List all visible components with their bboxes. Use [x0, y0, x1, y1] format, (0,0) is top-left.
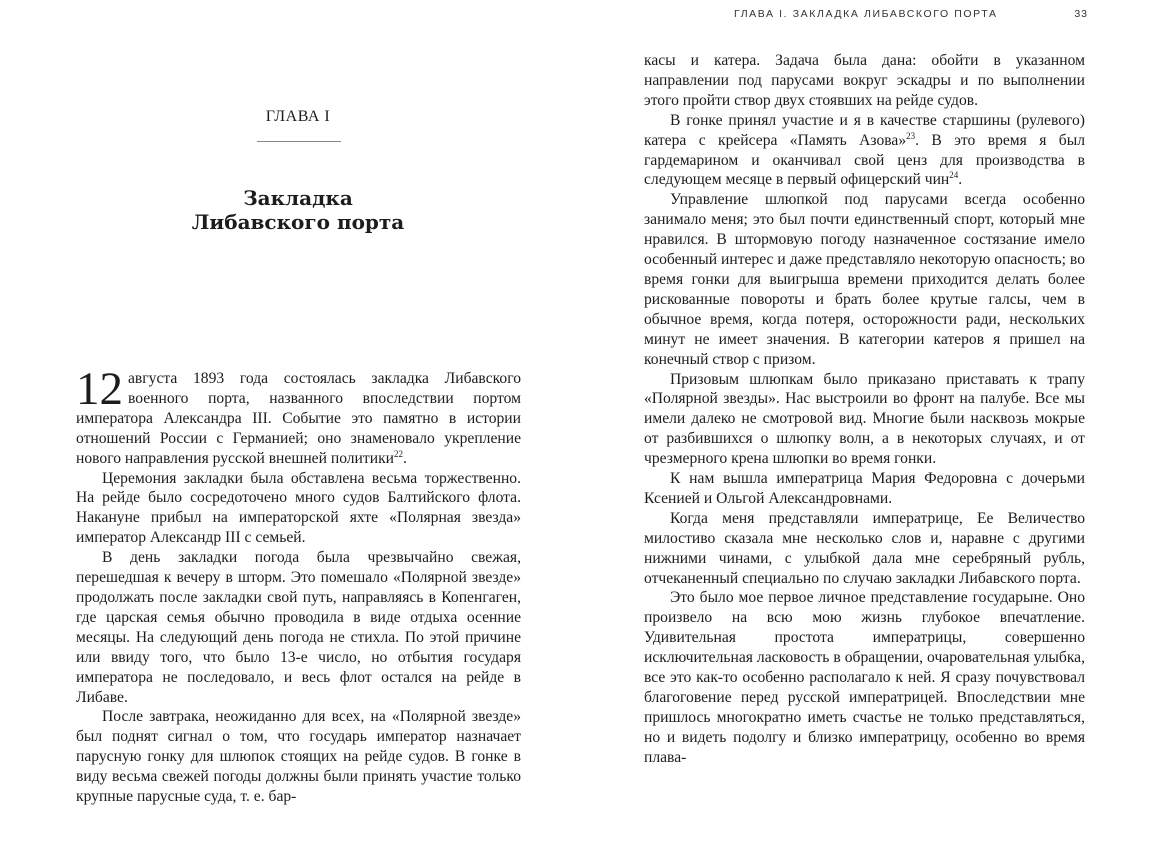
- right-body-text: [644, 51, 1085, 768]
- footnote-ref-22[interactable]: 22: [394, 448, 403, 459]
- paragraph-continued: касы и катера. Задача была дана: обойти в указанном направлении под парусами вокруг эскадры и по выполнении этого пройти створ двух стоявших на рейде судов.: [644, 52, 1085, 109]
- paragraph-regatta-text-a: В гонке принял участие и я в качестве старшины (рулевого) катера с крейсера «Память Азова»: [644, 111, 1085, 149]
- paragraph-impression: Это было мое первое личное представление государыне. Оно произвело на всю мою жизнь глубокое впечатление. Удивительная простота императрицы, совершенно исключительная ласковость в обращении, очаровательная улыбка, все это как-то особенно располагало к ней. Я сразу почувствовал благоговение перед русской императрицей. Впоследствии мне пришлось многократно иметь счастье не только представляться, но и видеть подолгу и близко императрицу, особенно во время плава-: [644, 589, 1085, 766]
- paragraph-empress-arrival: К нам вышла императрица Мария Федоровна с дочерьми Ксенией и Ольгой Александровнами.: [644, 470, 1085, 507]
- right-page: [582, 0, 1164, 860]
- paragraph-4: После завтрака, неожиданно для всех, на «Полярной звезде» был поднят сигнал о том, что государь император назначает парусную гонку для шлюпок стоящих на рейде судов. В гонке в виду весьма свежей погоды должны были принять участие только крупные парусные суда, т. е. бар-: [76, 708, 521, 806]
- paragraph-prize-boats: Призовым шлюпкам было приказано приставать к трапу «Полярной звезды». Нас выстроили во фронт на палубе. Все мы имели далеко не смотровой вид. Многие были насквозь мокрые от разбившихся о шлюпку волн, а в некоторых случаях, и от чрезмерного крена шлюпки во время гонки.: [644, 370, 1085, 468]
- paragraph-1-text: августа 1893 года состоялась закладка Либавского военного порта, названного впоследствии портом императора Александра III. Событие это памятно в истории отношений России с Германией; оно знаменовало укрепление нового направления русской внешней политики: [76, 370, 521, 467]
- chapter-label: ГЛАВА I: [265, 108, 331, 125]
- footnote-ref-23[interactable]: 23: [906, 130, 916, 141]
- paragraph-1-end: .: [403, 449, 407, 467]
- chapter-title: [78, 186, 518, 234]
- page-number: 33: [1074, 8, 1088, 20]
- running-head: ГЛАВА I. ЗАКЛАДКА ЛИБАВСКОГО ПОРТА: [734, 8, 998, 20]
- footnote-ref-24[interactable]: 24: [949, 170, 959, 181]
- paragraph-3: В день закладки погода была чрезвычайно свежая, перешедшая к вечеру в шторм. Это помешало «Полярной звезде» продолжать после закладки свой путь, направляясь в Копенгаген, где царская семья обычно проводила в виде отдыха осенние месяцы. На следующий день погода не стихла. По этой причине или ввиду того, что было 13-е число, но отбытия государя императора не последовало, и весь флот остался на рейде в Либаве.: [76, 549, 521, 706]
- paragraph-2: Церемония закладки была обставлена весьма торжественно. На рейде было сосредоточено много судов Балтийского флота. Накануне прибыл на императорской яхте «Полярная звезда» император Александр III с семьей.: [76, 469, 521, 547]
- paragraph-regatta: [644, 111, 1085, 191]
- paragraph-regatta-text-b: . В это время я был гардемарином и оканчивал свой ценз для производства в следующем месяце в первый офицерский чин: [644, 131, 1085, 189]
- paragraph-sailing: Управление шлюпкой под парусами всегда особенно занимало меня; это был почти единственный спорт, который мне нравился. В штормовую погоду назначенное состязание имело особенный интерес и даже представляло некоторую опасность; во время гонки для выигрыша времени приходится делать более рискованные повороты и брать более крутые галсы, чем в обычное время, когда потеря, осторожности ради, нескольких минут не имеет значения. В категории катеров я пришел на конечный створ с призом.: [644, 191, 1085, 368]
- dropcap: 12: [76, 363, 123, 415]
- chapter-divider: [257, 141, 341, 142]
- paragraph-presentation: Когда меня представляли императрице, Ее Величество милостиво сказала мне несколько слов и, наравне с другими нижними чинами, с улыбкой дала мне серебряный рубль, отчеканенный специально по случаю закладки Либавского порта.: [644, 509, 1085, 587]
- paragraph-regatta-text-c: .: [958, 171, 963, 189]
- paragraph-1: [76, 363, 521, 469]
- left-body-text: [76, 363, 521, 807]
- chapter-title-line-1: Закладка: [243, 186, 353, 210]
- chapter-title-line-2: Либавского порта: [191, 210, 405, 234]
